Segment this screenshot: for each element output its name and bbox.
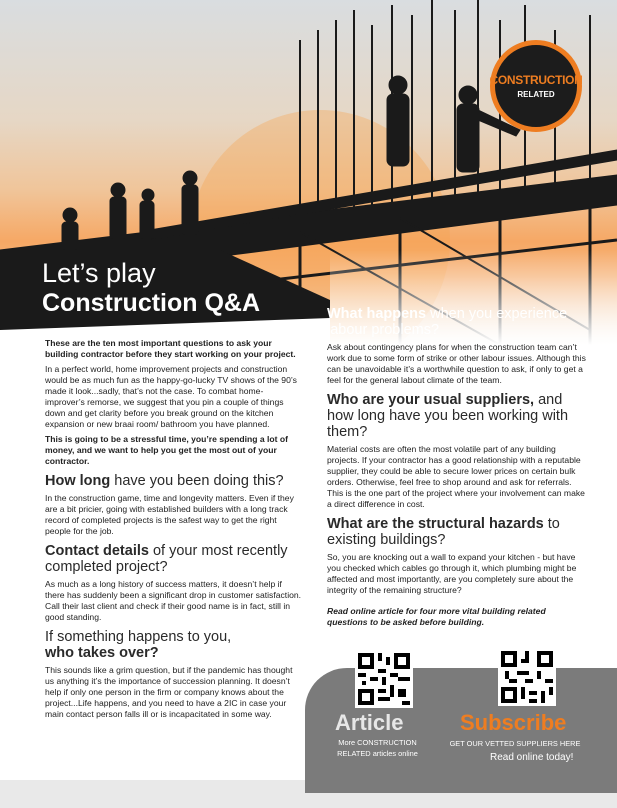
article-subtitle: More CONSTRUCTION RELATED articles online	[337, 738, 418, 758]
qr-code-icon	[501, 651, 553, 703]
subscribe-subtitle: GET OUR VETTED SUPPLIERS HERE	[449, 739, 581, 748]
qr-code-icon	[358, 653, 410, 705]
intro-bold-2: This is going to be a stressful time, you’re spending a lot of money, and we want to help you get the most out of your contractor.	[45, 434, 289, 466]
subscribe-title[interactable]: Subscribe	[460, 710, 567, 735]
question-hazards	[327, 516, 587, 548]
q6-rest: to existing buildings?	[327, 516, 560, 548]
article-qr-code[interactable]	[355, 650, 413, 708]
answer-suppliers: Material costs are often the most volatile part of any building projects. If your contractor has a good relationship with a reputable supplier, they could be able to secure lower prices on certain bulk orders. Otherwise, feel free to shop around and ask for referrals. This is the one part of the project where your involvement can make a direct difference in cost.	[327, 444, 585, 509]
intro-paragraph: In a perfect world, home improvement projects and construction would be as much fun as the happy-go-lucky TV shows of the 90’s made it look...sadly, that’s not the case. To combat home-improver’s remorse, we suggest that you pin a couple of things down and get clarity before you break ground on the kitchen expansion or new braai room/ bathroom you have planned.	[45, 364, 297, 429]
q2-bold: Contact details	[45, 543, 149, 559]
page-title	[42, 258, 260, 318]
question-how-long	[45, 473, 303, 489]
badge-line-1: CONSTRUCTION	[489, 73, 583, 87]
subscribe-cta[interactable]: Read online today!	[490, 752, 574, 763]
q1-bold: How long	[45, 473, 111, 489]
question-labour	[327, 306, 587, 338]
answer-takes-over: This sounds like a grim question, but if the pandemic has thought us anything it’s the importance of succession planning. It doesn’t help if only one person in the firm or company knows about the project...Life happens, and you need to have a 2IC in case your main contact person falls ill or is incapacitated in some way.	[45, 665, 293, 719]
q4-bold: What happens	[327, 306, 427, 322]
hero-image	[0, 0, 617, 345]
q6-bold: What are the structural hazards	[327, 516, 544, 532]
question-contact-details	[45, 543, 303, 575]
construction-related-badge	[490, 40, 582, 132]
q5-rest: and how long have you been working with them?	[327, 392, 569, 440]
answer-labour: Ask about contingency plans for when the construction team can’t work due to some form of strike or other labour issues. Although this can be unavoidable it’s a worthwhile question to ask, if only to get a feel for the general labout climate of the team.	[327, 342, 586, 385]
subscribe-qr-code[interactable]	[498, 648, 556, 706]
q4-rest: when you experience labour problems?	[327, 306, 568, 338]
closing-note: Read online article for four more vital building related questions to be asked before building.	[327, 606, 546, 627]
answer-how-long: In the construction game, time and longevity matters. Even if they are a bit pricier, going with established builders with a long track record of completed projects is the safest way to get the right people for the job.	[45, 493, 294, 536]
title-line-1: Let’s play	[42, 258, 156, 288]
question-takes-over	[45, 629, 303, 661]
answer-hazards: So, you are knocking out a wall to expand your kitchen - but have you checked which cables go through it, which plumbing might be affected and most importantly, are you completely sure about the integrity of the remaining structure?	[327, 552, 577, 595]
article-title[interactable]: Article	[335, 710, 404, 735]
left-column	[45, 338, 303, 724]
q3-light: If something happens to you,	[45, 629, 232, 645]
badge-line-2: RELATED	[517, 90, 555, 99]
q3-bold: who takes over?	[45, 645, 159, 661]
answer-contact-details: As much as a long history of success matters, it doesn’t help if there has suddenly been a significant drop in customer satisfaction. Call their last client and check if their good name is in fact, still in good standing.	[45, 579, 302, 622]
question-suppliers	[327, 392, 587, 440]
title-line-2: Construction Q&A	[42, 289, 261, 317]
right-column	[327, 300, 587, 632]
q1-rest: have you been doing this?	[110, 473, 284, 489]
q5-bold: Who are your usual suppliers,	[327, 392, 535, 408]
intro-bold: These are the ten most important questions to ask your building contractor before they start working on your project.	[45, 338, 296, 359]
q2-rest: of your most recently completed project?	[45, 543, 288, 575]
